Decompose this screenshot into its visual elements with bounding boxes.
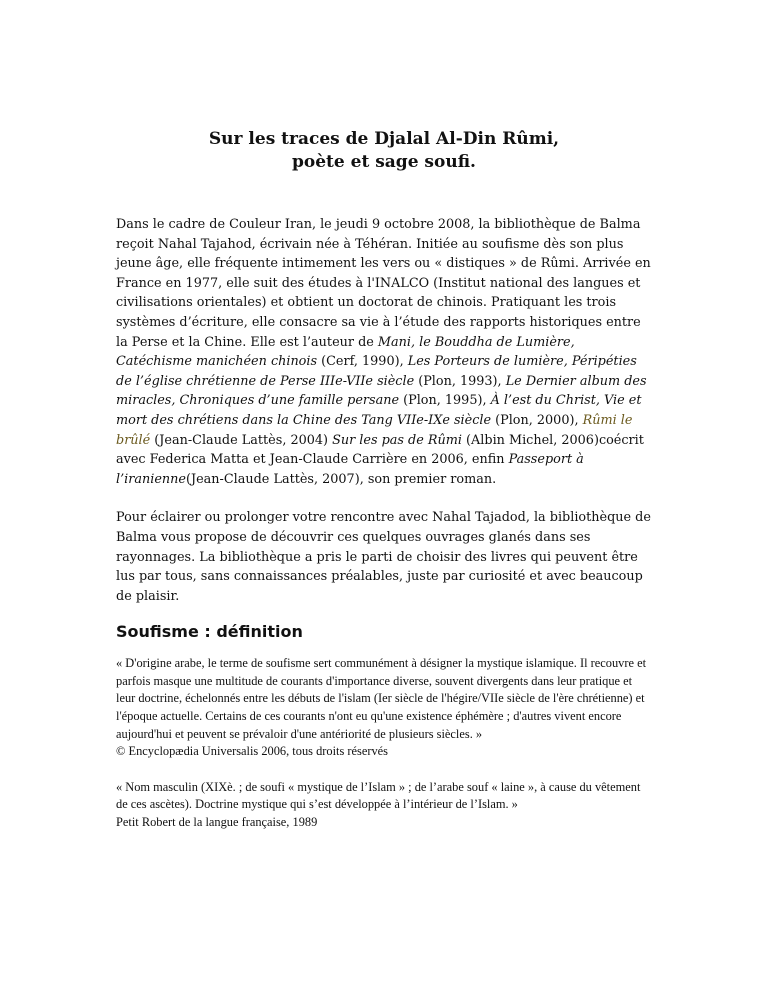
intro-text-1: Dans le cadre de Couleur Iran, le jeudi 9 octobre 2008, la bibliothèque de Balma reçoit Nahal Tajahod, écrivain née à Téhéran. Initiée au soufisme dès son plus jeune âge, elle fréquente intimement les vers ou « distiques » de Rûmi. Arrivée en France en 1977, elle suit des études à l'INALCO (Institut national des langues et civilisations orientales) et obtient un doctorat de chinois. Pratiquant les trois systèmes d’écriture, elle consacre sa vie à l’étude des rapports historiques entre la Perse et la Chine. Elle est l’auteur de xyxy=(116,217,651,350)
quote-petit-robert-source: Petit Robert de la langue française, 1989 xyxy=(116,815,318,830)
intro-text-8: (Jean-Claude Lattès, 2007), son premier roman. xyxy=(185,471,497,487)
title-line-1: Sur les traces de Djalal Al-Din Rûmi, xyxy=(208,129,560,149)
second-paragraph: Pour éclairer ou prolonger votre rencontre avec Nahal Tajadod, la bibliothèque de Balma vous propose de découvrir ces quelques ouvrages glanés dans ses rayonnages. La bibliothèque a pris le parti de choisir des livres qui peuvent être lus par tous, sans connaissances préalables, juste par curiosité et avec beaucoup de plaisir. xyxy=(116,510,651,604)
intro-text-6: (Jean-Claude Lattès, 2004) xyxy=(150,432,333,448)
book-title-porteurs: Les Porteurs de lumière, Péripéties de l’église chrétienne de Perse IIIe-VIIe siècle xyxy=(116,354,637,389)
intro-text-7: (Albin Michel, 2006)coécrit avec Federica Matta et Jean-Claude Carrière en 2006, enfin xyxy=(116,432,644,468)
document-page xyxy=(116,128,652,832)
book-title-est-du-christ: À l’est du Christ, Vie et mort des chrétiens dans la Chine des Tang VIIe-IXe siècle xyxy=(116,393,642,428)
book-title-rumi-le-brule: Rûmi le brûlé xyxy=(116,412,633,448)
quote-petit-robert-text: « Nom masculin (XIXè. ; de soufi « mystique de l’Islam » ; de l’arabe souf « laine », à cause du vêtement de ces ascètes). Doctrine mystique qui s’est développée à l’intérieur de l’Islam. » xyxy=(116,779,641,812)
intro-text-2: (Cerf, 1990), xyxy=(317,354,408,370)
intro-text-4: (Plon, 1995), xyxy=(399,393,491,409)
quote-universalis-text: « D'origine arabe, le terme de soufisme sert communément à désigner la mystique islamique. Il recouvre et parfois masque une multitude de courants d'importance diverse, souvent divergents dans leur pratique et leur doctrine, échelonnés entre les débuts de l'islam (Ier siècle de l'hégire/VIIe siècle de l'ère chrétienne) et l'époque actuelle. Certains de ces courants n'ont eu qu'une existence éphémère ; d'autres vivent encore aujourd'hui et peuvent se prévaloir d'une antériorité de plusieurs siècles. » xyxy=(116,656,647,741)
intro-paragraph xyxy=(116,215,652,489)
book-title-dernier-album: Le Dernier album des miracles, Chroniques d’une famille persane xyxy=(116,373,647,409)
title-line-2: poète et sage soufi. xyxy=(292,152,476,172)
book-title-passeport: Passeport à l’iranienne xyxy=(116,452,584,487)
quote-universalis xyxy=(116,655,652,761)
quote-universalis-source: © Encyclopædia Universalis 2006, tous droits réservés xyxy=(116,744,388,759)
book-title-mani: Mani, le Bouddha de Lumière, Catéchisme manichéen chinois xyxy=(116,334,575,370)
intro-text-3: (Plon, 1993), xyxy=(414,373,506,389)
intro-text-5: (Plon, 2000), xyxy=(491,412,583,428)
section-heading: Soufisme : définition xyxy=(116,622,303,642)
book-title-sur-les-pas: Sur les pas de Rûmi xyxy=(332,432,462,448)
document-title xyxy=(116,128,652,174)
quote-petit-robert xyxy=(116,779,652,832)
